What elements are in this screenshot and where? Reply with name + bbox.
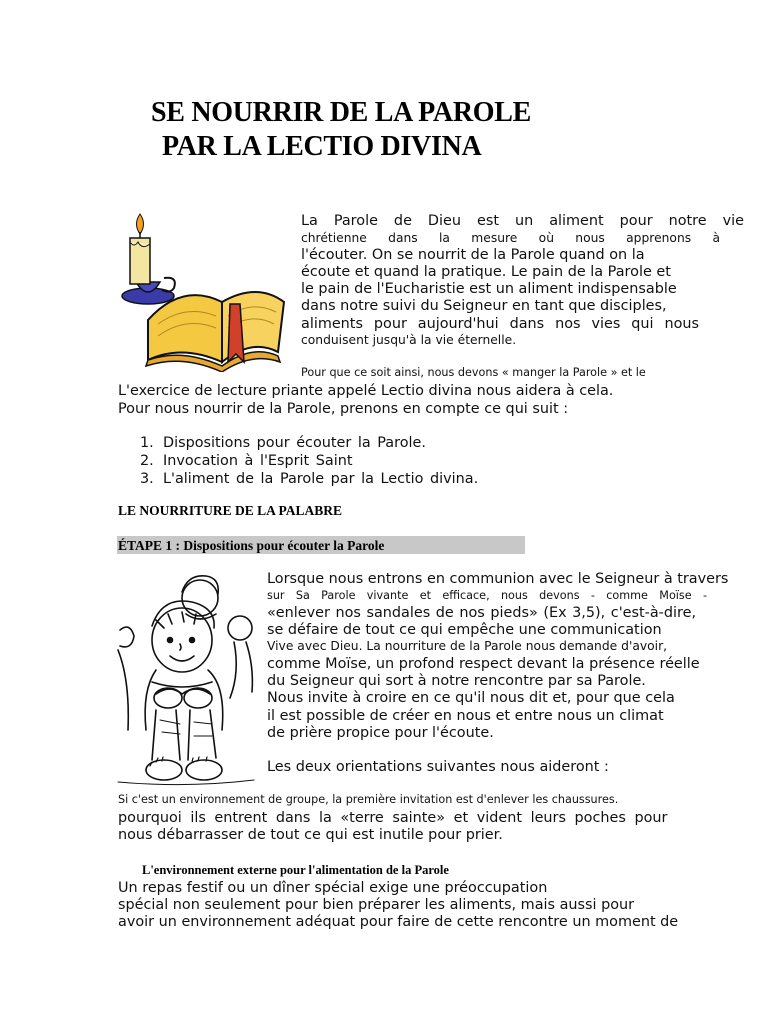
step1-line-9: il est possible de créer en nous et entre nous un climat xyxy=(267,708,664,724)
intro-line-5: le pain de l'Eucharistie est un aliment indispensable xyxy=(301,281,677,297)
intro-line-4: écoute et quand la pratique. Le pain de la Parole et xyxy=(301,264,671,280)
intro-line-3: l'écouter. On se nourrit de la Parole quand on la xyxy=(301,247,645,263)
list-item: 1. Dispositions pour écouter la Parole. xyxy=(140,435,426,451)
env-line-3: avoir un environnement adéquat pour faire de cette rencontre un moment de xyxy=(118,914,679,930)
env-heading-text: L'environnement externe pour l'alimentation de la Parole xyxy=(142,863,449,877)
step1-heading: ÉTAPE 1 : Dispositions pour écouter la Parole xyxy=(118,538,385,553)
step1-line-6: comme Moïse, un profond respect devant la présence réelle xyxy=(267,656,700,672)
section-heading: LE NOURRITURE DE LA PALABRE xyxy=(118,503,343,518)
env-heading xyxy=(142,862,449,878)
step1-line-3: «enlever nos sandales de nos pieds» (Ex 3,5), c'est-à-dire, xyxy=(267,605,697,621)
step1-line-5: Vive avec Dieu. La nourriture de la Parole nous demande d'avoir, xyxy=(267,639,668,653)
intro-line-6: dans notre suivi du Seigneur en tant que disciples, xyxy=(301,298,667,314)
env-line-1: Un repas festif ou un dîner spécial exige une préoccupation xyxy=(118,880,548,896)
step1-line-10: de prière propice pour l'écoute. xyxy=(267,725,494,741)
step1-line-4: se défaire de tout ce qui empêche une communication xyxy=(267,622,662,638)
title-line-2: PAR LA LECTIO DIVINA xyxy=(162,131,482,162)
orientations-line: Les deux orientations suivantes nous aideront : xyxy=(267,759,609,775)
intro-line-7: aliments pour aujourd'hui dans nos vies qui nous xyxy=(301,316,699,332)
dispositions-list xyxy=(140,434,478,488)
group-line-1: Si c'est un environnement de groupe, la première invitation est d'enlever les chaussures. xyxy=(118,793,619,806)
step1-line-2: sur Sa Parole vivante et efficace, nous devons - comme Moïse - xyxy=(267,589,707,602)
intro-line-1: La Parole de Dieu est un aliment pour notre vie xyxy=(301,213,744,229)
step1-line-1: Lorsque nous entrons en communion avec le Seigneur à travers xyxy=(267,571,729,587)
intro-note: Pour que ce soit ainsi, nous devons « manger la Parole » et le xyxy=(301,366,646,379)
group-line-2: pourquoi ils entrent dans la «terre sainte» et vident leurs poches pour xyxy=(118,810,668,826)
group-line-3: nous débarrasser de tout ce qui est inutile pour prier. xyxy=(118,827,503,843)
intro-line-2: chrétienne dans la mesure où nous apprenons à xyxy=(301,231,720,245)
candle-book-illustration xyxy=(112,212,292,372)
intro-after-1: L'exercice de lecture priante appelé Lectio divina nous aidera à cela. xyxy=(118,383,614,399)
list-item: 3. L'aliment de la Parole par la Lectio divina. xyxy=(140,471,479,487)
step1-line-7: du Seigneur qui sort à notre rencontre par sa Parole. xyxy=(267,673,646,689)
children-sketch-illustration xyxy=(116,570,256,790)
list-item: 2. Invocation à l'Esprit Saint xyxy=(140,453,353,469)
step1-line-8: Nous invite à croire en ce qu'il nous dit et, pour que cela xyxy=(267,690,675,706)
intro-after-2: Pour nous nourrir de la Parole, prenons en compte ce qui suit : xyxy=(118,401,569,417)
title-line-1: SE NOURRIR DE LA PAROLE xyxy=(151,97,531,128)
intro-line-8: conduisent jusqu'à la vie éternelle. xyxy=(301,333,517,347)
env-line-2: spécial non seulement pour bien préparer les aliments, mais aussi pour xyxy=(118,897,635,913)
